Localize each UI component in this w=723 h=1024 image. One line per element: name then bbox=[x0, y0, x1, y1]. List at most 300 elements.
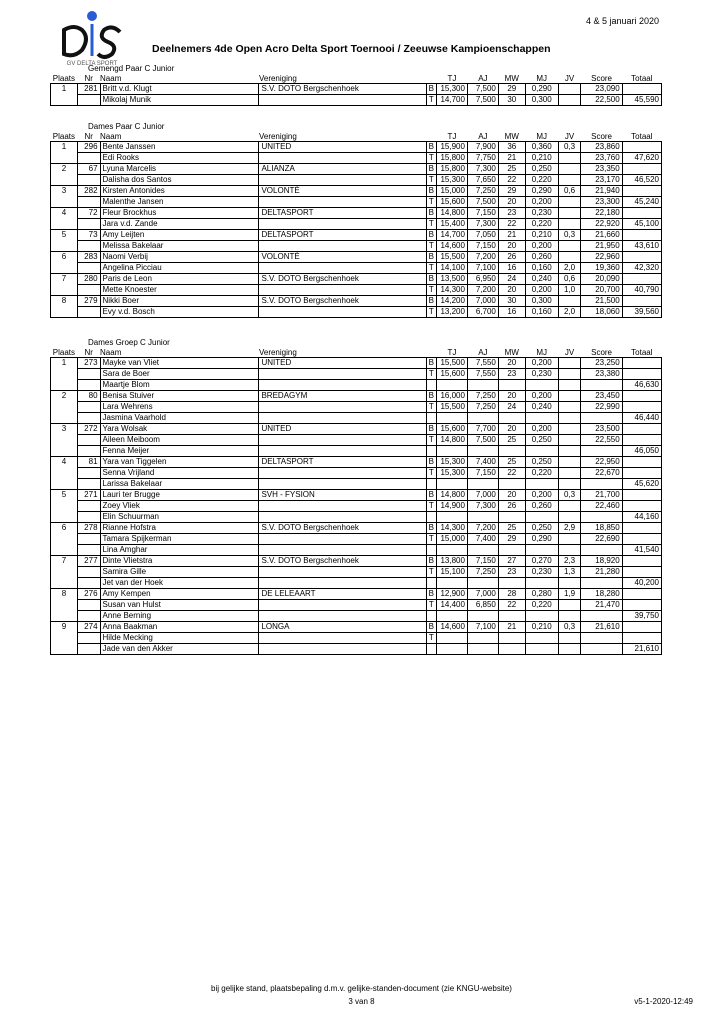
column-header: TJ bbox=[447, 348, 457, 357]
table-row bbox=[51, 479, 662, 490]
bt-cell: B bbox=[426, 424, 436, 435]
name-cell: Lina Amghar bbox=[100, 545, 259, 556]
jv-cell bbox=[558, 197, 581, 208]
mj-cell: 0,300 bbox=[525, 296, 558, 307]
bt-cell: T bbox=[426, 501, 436, 512]
mj-cell: 0,250 bbox=[525, 164, 558, 175]
tj-cell: 14,300 bbox=[436, 523, 467, 534]
version-stamp: v5-1-2020-12:49 bbox=[634, 997, 693, 1006]
tj-cell: 13,800 bbox=[436, 556, 467, 567]
nr-cell bbox=[77, 600, 100, 611]
aj-cell: 7,750 bbox=[467, 153, 498, 164]
aj-cell: 6,700 bbox=[467, 307, 498, 318]
plaats-cell bbox=[51, 512, 78, 523]
nr-cell bbox=[77, 369, 100, 380]
column-header: Score bbox=[591, 132, 613, 141]
jv-cell bbox=[558, 468, 581, 479]
mw-cell: 24 bbox=[498, 274, 525, 285]
column-header: Totaal bbox=[631, 348, 653, 357]
aj-cell bbox=[467, 479, 498, 490]
table-row bbox=[51, 512, 662, 523]
score-cell: 23,500 bbox=[581, 424, 622, 435]
tj-cell: 13,200 bbox=[436, 307, 467, 318]
mw-cell: 23 bbox=[498, 369, 525, 380]
name-cell: Lauri ter Brugge bbox=[100, 490, 259, 501]
plaats-cell bbox=[51, 501, 78, 512]
nr-cell bbox=[77, 611, 100, 622]
nr-cell bbox=[77, 512, 100, 523]
score-cell: 20,700 bbox=[581, 285, 622, 296]
mj-cell: 0,210 bbox=[525, 622, 558, 633]
name-cell: Anna Baakman bbox=[100, 622, 259, 633]
score-cell: 23,350 bbox=[581, 164, 622, 175]
name-cell: Jasmina Vaarhold bbox=[100, 413, 259, 424]
tj-cell bbox=[436, 611, 467, 622]
mw-cell: 24 bbox=[498, 402, 525, 413]
jv-cell bbox=[558, 175, 581, 186]
mw-cell: 22 bbox=[498, 468, 525, 479]
aj-cell bbox=[467, 512, 498, 523]
score-cell: 22,920 bbox=[581, 219, 622, 230]
club-cell bbox=[259, 402, 426, 413]
table-row bbox=[51, 186, 662, 197]
nr-cell: 72 bbox=[77, 208, 100, 219]
table-row bbox=[51, 490, 662, 501]
mw-cell: 16 bbox=[498, 307, 525, 318]
totaal-cell bbox=[622, 208, 661, 219]
aj-cell: 7,400 bbox=[467, 457, 498, 468]
mj-cell: 0,220 bbox=[525, 219, 558, 230]
aj-cell: 7,650 bbox=[467, 175, 498, 186]
totaal-cell bbox=[622, 501, 661, 512]
tj-cell: 15,800 bbox=[436, 153, 467, 164]
table-row bbox=[51, 208, 662, 219]
mw-cell: 21 bbox=[498, 153, 525, 164]
jv-cell: 1,9 bbox=[558, 589, 581, 600]
aj-cell: 7,250 bbox=[467, 567, 498, 578]
aj-cell bbox=[467, 611, 498, 622]
score-cell: 22,500 bbox=[581, 95, 622, 106]
totaal-cell bbox=[622, 186, 661, 197]
table-row bbox=[51, 219, 662, 230]
aj-cell: 7,050 bbox=[467, 230, 498, 241]
nr-cell: 278 bbox=[77, 523, 100, 534]
table-row bbox=[51, 274, 662, 285]
nr-cell bbox=[77, 534, 100, 545]
name-cell: Jade van den Akker bbox=[100, 644, 259, 655]
score-cell: 19,360 bbox=[581, 263, 622, 274]
plaats-cell: 1 bbox=[51, 84, 78, 95]
name-cell: Benisa Stuiver bbox=[100, 391, 259, 402]
mj-cell: 0,220 bbox=[525, 468, 558, 479]
bt-cell: T bbox=[426, 285, 436, 296]
jv-cell bbox=[558, 358, 581, 369]
mj-cell: 0,200 bbox=[525, 197, 558, 208]
mw-cell: 27 bbox=[498, 556, 525, 567]
jv-cell: 0,3 bbox=[558, 622, 581, 633]
jv-cell bbox=[558, 545, 581, 556]
column-header: Naam bbox=[100, 348, 122, 357]
nr-cell: 81 bbox=[77, 457, 100, 468]
table-row bbox=[51, 644, 662, 655]
aj-cell: 7,200 bbox=[467, 252, 498, 263]
column-header: Plaats bbox=[52, 74, 76, 83]
club-cell: S.V. DOTO Bergschenhoek bbox=[259, 556, 426, 567]
mj-cell: 0,250 bbox=[525, 457, 558, 468]
aj-cell: 7,200 bbox=[467, 285, 498, 296]
mj-cell: 0,200 bbox=[525, 285, 558, 296]
jv-cell: 0,6 bbox=[558, 186, 581, 197]
aj-cell bbox=[467, 578, 498, 589]
nr-cell bbox=[77, 413, 100, 424]
mj-cell bbox=[525, 413, 558, 424]
jv-cell: 1,3 bbox=[558, 567, 581, 578]
table-header-row bbox=[51, 348, 662, 358]
table-row bbox=[51, 413, 662, 424]
plaats-cell bbox=[51, 263, 78, 274]
mw-cell: 25 bbox=[498, 457, 525, 468]
tj-cell: 14,400 bbox=[436, 600, 467, 611]
table-row bbox=[51, 457, 662, 468]
column-header: JV bbox=[564, 132, 575, 141]
tj-cell: 14,100 bbox=[436, 263, 467, 274]
plaats-cell bbox=[51, 369, 78, 380]
aj-cell: 7,000 bbox=[467, 490, 498, 501]
score-cell: 21,610 bbox=[581, 622, 622, 633]
page-number: 3 van 8 bbox=[348, 997, 375, 1006]
club-cell bbox=[259, 611, 426, 622]
totaal-cell bbox=[622, 600, 661, 611]
club-cell: S.V. DOTO Bergschenhoek bbox=[259, 84, 426, 95]
tj-cell: 14,900 bbox=[436, 501, 467, 512]
table-header-row bbox=[51, 74, 662, 84]
score-cell: 22,950 bbox=[581, 457, 622, 468]
totaal-cell bbox=[622, 424, 661, 435]
totaal-cell bbox=[622, 534, 661, 545]
plaats-cell bbox=[51, 402, 78, 413]
score-cell: 23,300 bbox=[581, 197, 622, 208]
mj-cell: 0,200 bbox=[525, 358, 558, 369]
tj-cell bbox=[436, 512, 467, 523]
totaal-cell bbox=[622, 589, 661, 600]
score-cell: 23,090 bbox=[581, 84, 622, 95]
bt-cell: T bbox=[426, 263, 436, 274]
mj-cell bbox=[525, 512, 558, 523]
jv-cell bbox=[558, 153, 581, 164]
tj-cell: 12,900 bbox=[436, 589, 467, 600]
table-row bbox=[51, 391, 662, 402]
mw-cell bbox=[498, 512, 525, 523]
mw-cell bbox=[498, 413, 525, 424]
plaats-cell bbox=[51, 567, 78, 578]
name-cell: Dalisha dos Santos bbox=[100, 175, 259, 186]
mj-cell: 0,200 bbox=[525, 424, 558, 435]
table-row bbox=[51, 545, 662, 556]
mw-cell: 25 bbox=[498, 164, 525, 175]
bt-cell: T bbox=[426, 153, 436, 164]
club-cell bbox=[259, 479, 426, 490]
name-cell: Bente Janssen bbox=[100, 142, 259, 153]
mw-cell: 26 bbox=[498, 252, 525, 263]
mw-cell bbox=[498, 545, 525, 556]
club-cell bbox=[259, 380, 426, 391]
mj-cell: 0,220 bbox=[525, 175, 558, 186]
jv-cell: 2,9 bbox=[558, 523, 581, 534]
mj-cell bbox=[525, 578, 558, 589]
club-cell bbox=[259, 534, 426, 545]
club-cell bbox=[259, 512, 426, 523]
bt-cell: B bbox=[426, 457, 436, 468]
score-cell: 21,950 bbox=[581, 241, 622, 252]
bt-cell: T bbox=[426, 219, 436, 230]
table-row bbox=[51, 358, 662, 369]
mw-cell: 20 bbox=[498, 490, 525, 501]
club-cell bbox=[259, 435, 426, 446]
name-cell: Susan van Hulst bbox=[100, 600, 259, 611]
plaats-cell: 4 bbox=[51, 208, 78, 219]
table-row bbox=[51, 402, 662, 413]
plaats-cell: 6 bbox=[51, 523, 78, 534]
totaal-cell bbox=[622, 391, 661, 402]
club-cell: DE LELEAART bbox=[259, 589, 426, 600]
mj-cell: 0,210 bbox=[525, 230, 558, 241]
mw-cell: 20 bbox=[498, 241, 525, 252]
table-row bbox=[51, 285, 662, 296]
tj-cell: 16,000 bbox=[436, 391, 467, 402]
nr-cell bbox=[77, 307, 100, 318]
plaats-cell bbox=[51, 468, 78, 479]
bt-cell: T bbox=[426, 369, 436, 380]
jv-cell bbox=[558, 644, 581, 655]
score-cell: 21,470 bbox=[581, 600, 622, 611]
mj-cell: 0,240 bbox=[525, 402, 558, 413]
jv-cell: 2,3 bbox=[558, 556, 581, 567]
aj-cell: 7,150 bbox=[467, 241, 498, 252]
tj-cell: 15,500 bbox=[436, 358, 467, 369]
table-row bbox=[51, 95, 662, 106]
nr-cell bbox=[77, 241, 100, 252]
mw-cell: 23 bbox=[498, 567, 525, 578]
score-cell: 21,500 bbox=[581, 296, 622, 307]
jv-cell bbox=[558, 380, 581, 391]
club-cell: SVH - FYSION bbox=[259, 490, 426, 501]
results-table bbox=[50, 74, 662, 106]
column-header: MJ bbox=[536, 74, 548, 83]
mj-cell bbox=[525, 644, 558, 655]
totaal-cell: 45,620 bbox=[622, 479, 661, 490]
club-cell: UNITED bbox=[259, 142, 426, 153]
nr-cell bbox=[77, 633, 100, 644]
column-header: Plaats bbox=[52, 348, 76, 357]
club-cell: UNITED bbox=[259, 424, 426, 435]
totaal-cell: 42,320 bbox=[622, 263, 661, 274]
results-section bbox=[50, 122, 662, 318]
jv-cell bbox=[558, 611, 581, 622]
score-cell bbox=[581, 545, 622, 556]
tj-cell: 14,800 bbox=[436, 490, 467, 501]
table-row bbox=[51, 534, 662, 545]
mj-cell bbox=[525, 633, 558, 644]
score-cell: 21,940 bbox=[581, 186, 622, 197]
plaats-cell bbox=[51, 578, 78, 589]
totaal-cell bbox=[622, 402, 661, 413]
club-cell: VOLONTÉ bbox=[259, 186, 426, 197]
bt-cell: B bbox=[426, 186, 436, 197]
mw-cell: 25 bbox=[498, 435, 525, 446]
mw-cell: 20 bbox=[498, 285, 525, 296]
club-cell: DELTASPORT bbox=[259, 457, 426, 468]
mj-cell: 0,360 bbox=[525, 142, 558, 153]
mj-cell bbox=[525, 611, 558, 622]
totaal-cell: 40,200 bbox=[622, 578, 661, 589]
column-header: Vereniging bbox=[258, 132, 297, 141]
totaal-cell bbox=[622, 490, 661, 501]
bt-cell bbox=[426, 380, 436, 391]
tj-cell: 15,300 bbox=[436, 457, 467, 468]
totaal-cell bbox=[622, 84, 661, 95]
score-cell: 23,380 bbox=[581, 369, 622, 380]
nr-cell: 279 bbox=[77, 296, 100, 307]
score-cell: 22,180 bbox=[581, 208, 622, 219]
tj-cell: 14,200 bbox=[436, 296, 467, 307]
score-cell: 21,280 bbox=[581, 567, 622, 578]
mj-cell: 0,200 bbox=[525, 391, 558, 402]
totaal-cell: 44,160 bbox=[622, 512, 661, 523]
totaal-cell: 45,100 bbox=[622, 219, 661, 230]
aj-cell: 7,550 bbox=[467, 358, 498, 369]
tj-cell: 13,500 bbox=[436, 274, 467, 285]
name-cell: Fenna Meijer bbox=[100, 446, 259, 457]
totaal-cell: 46,520 bbox=[622, 175, 661, 186]
bt-cell bbox=[426, 479, 436, 490]
tj-cell bbox=[436, 633, 467, 644]
nr-cell bbox=[77, 95, 100, 106]
bt-cell: B bbox=[426, 296, 436, 307]
jv-cell bbox=[558, 413, 581, 424]
name-cell: Edi Rooks bbox=[100, 153, 259, 164]
plaats-cell: 3 bbox=[51, 186, 78, 197]
club-cell bbox=[259, 633, 426, 644]
mw-cell: 28 bbox=[498, 589, 525, 600]
bt-cell: B bbox=[426, 84, 436, 95]
score-cell bbox=[581, 413, 622, 424]
bt-cell bbox=[426, 512, 436, 523]
plaats-cell bbox=[51, 600, 78, 611]
jv-cell bbox=[558, 578, 581, 589]
aj-cell: 7,150 bbox=[467, 208, 498, 219]
jv-cell: 0,3 bbox=[558, 142, 581, 153]
aj-cell: 7,000 bbox=[467, 296, 498, 307]
bt-cell: T bbox=[426, 402, 436, 413]
plaats-cell bbox=[51, 534, 78, 545]
club-cell: S.V. DOTO Bergschenhoek bbox=[259, 523, 426, 534]
club-cell bbox=[259, 545, 426, 556]
plaats-cell bbox=[51, 219, 78, 230]
bt-cell: B bbox=[426, 142, 436, 153]
column-header: JV bbox=[564, 348, 575, 357]
table-row bbox=[51, 611, 662, 622]
nr-cell bbox=[77, 446, 100, 457]
mw-cell bbox=[498, 644, 525, 655]
aj-cell: 7,500 bbox=[467, 197, 498, 208]
score-cell: 23,860 bbox=[581, 142, 622, 153]
plaats-cell: 1 bbox=[51, 358, 78, 369]
tj-cell: 15,900 bbox=[436, 142, 467, 153]
score-cell: 21,700 bbox=[581, 490, 622, 501]
bt-cell: B bbox=[426, 589, 436, 600]
mw-cell: 25 bbox=[498, 523, 525, 534]
score-cell: 22,670 bbox=[581, 468, 622, 479]
mj-cell: 0,300 bbox=[525, 95, 558, 106]
aj-cell: 7,300 bbox=[467, 164, 498, 175]
jv-cell bbox=[558, 479, 581, 490]
bt-cell: T bbox=[426, 435, 436, 446]
score-cell: 23,170 bbox=[581, 175, 622, 186]
bt-cell: T bbox=[426, 468, 436, 479]
aj-cell bbox=[467, 380, 498, 391]
table-row bbox=[51, 567, 662, 578]
club-cell bbox=[259, 219, 426, 230]
jv-cell bbox=[558, 84, 581, 95]
column-header: Score bbox=[591, 74, 613, 83]
name-cell: Larissa Bakelaar bbox=[100, 479, 259, 490]
mw-cell: 29 bbox=[498, 186, 525, 197]
mj-cell bbox=[525, 446, 558, 457]
club-cell bbox=[259, 175, 426, 186]
nr-cell bbox=[77, 501, 100, 512]
tj-cell: 14,600 bbox=[436, 241, 467, 252]
name-cell: Britt v.d. Klugt bbox=[100, 84, 259, 95]
jv-cell: 0,6 bbox=[558, 274, 581, 285]
bt-cell: T bbox=[426, 633, 436, 644]
club-cell: ALIANZA bbox=[259, 164, 426, 175]
aj-cell: 6,950 bbox=[467, 274, 498, 285]
name-cell: Kirsten Antonides bbox=[100, 186, 259, 197]
mw-cell: 21 bbox=[498, 622, 525, 633]
mj-cell bbox=[525, 479, 558, 490]
club-cell: BREDAGYM bbox=[259, 391, 426, 402]
jv-cell: 0,3 bbox=[558, 230, 581, 241]
totaal-cell bbox=[622, 633, 661, 644]
jv-cell bbox=[558, 402, 581, 413]
mj-cell: 0,220 bbox=[525, 600, 558, 611]
bt-cell: T bbox=[426, 197, 436, 208]
score-cell bbox=[581, 578, 622, 589]
club-cell bbox=[259, 644, 426, 655]
bt-cell: B bbox=[426, 490, 436, 501]
club-cell: DELTASPORT bbox=[259, 230, 426, 241]
mj-cell: 0,230 bbox=[525, 208, 558, 219]
club-cell bbox=[259, 578, 426, 589]
bt-cell bbox=[426, 611, 436, 622]
bt-cell: B bbox=[426, 391, 436, 402]
score-cell bbox=[581, 512, 622, 523]
score-cell bbox=[581, 644, 622, 655]
name-cell: Angelina Picciau bbox=[100, 263, 259, 274]
bt-cell: B bbox=[426, 274, 436, 285]
tj-cell bbox=[436, 380, 467, 391]
mj-cell: 0,200 bbox=[525, 241, 558, 252]
name-cell: Lara Wehrens bbox=[100, 402, 259, 413]
bt-cell: T bbox=[426, 307, 436, 318]
nr-cell: 283 bbox=[77, 252, 100, 263]
mj-cell: 0,230 bbox=[525, 369, 558, 380]
mj-cell: 0,250 bbox=[525, 523, 558, 534]
aj-cell: 7,100 bbox=[467, 263, 498, 274]
event-date: 4 & 5 januari 2020 bbox=[585, 16, 659, 26]
jv-cell bbox=[558, 95, 581, 106]
table-row bbox=[51, 578, 662, 589]
